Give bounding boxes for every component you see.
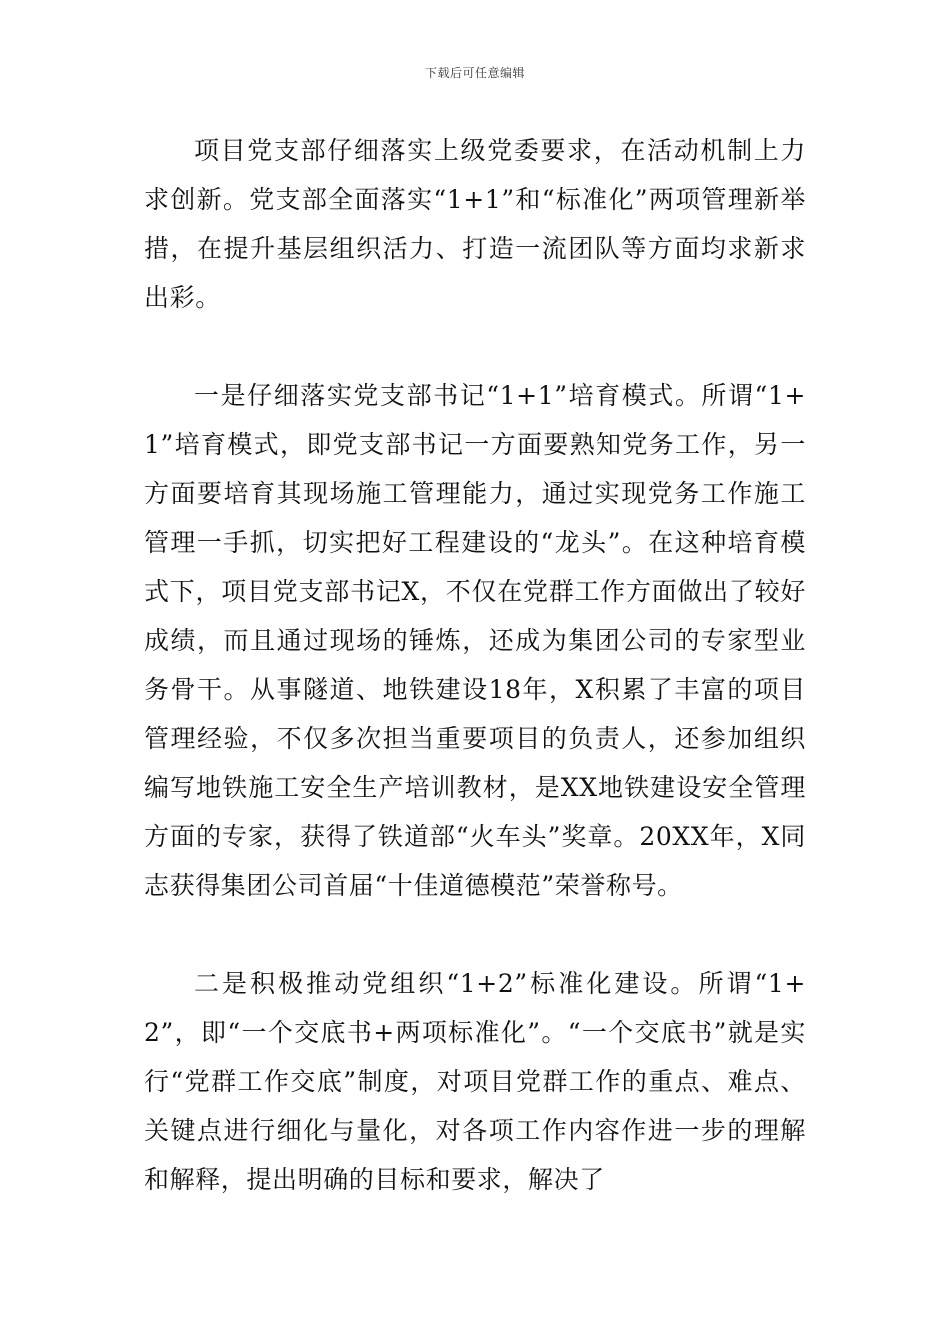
- paragraph-intro: 项目党支部仔细落实上级党委要求，在活动机制上力求创新。党支部全面落实“1+1”和“标准化”两项管理新举措，在提升基层组织活力、打造一流团队等方面均求新求出彩。: [144, 136, 806, 312]
- header-note: 下载后可任意编辑: [424, 66, 525, 80]
- document-body: [144, 126, 806, 1204]
- paragraph-one-plus-one: 一是仔细落实党支部书记“1+1”培育模式。所谓“1+1”培育模式，即党支部书记一方面要熟知党务工作，另一方面要培育其现场施工管理能力，通过实现党务工作施工管理一手抓，切实把好工程建设的“龙头”。在这种培育模式下，项目党支部书记X，不仅在党群工作方面做出了较好成绩，而且通过现场的锤炼，还成为集团公司的专家型业务骨干。从事隧道、地铁建设18年，X积累了丰富的项目管理经验，不仅多次担当重要项目的负责人，还参加组织编写地铁施工安全生产培训教材，是XX地铁建设安全管理方面的专家，获得了铁道部“火车头”奖章。20XX年，X同志获得集团公司首届“十佳道德模范”荣誉称号。: [144, 381, 806, 900]
- paragraph-one-plus-two: 二是积极推动党组织“1+2”标准化建设。所谓“1+2”，即“一个交底书+两项标准化”。“一个交底书”就是实行“党群工作交底”制度，对项目党群工作的重点、难点、关键点进行细化与量化，对各项工作内容作进一步的理解和解释，提出明确的目标和要求，解决了: [144, 969, 806, 1194]
